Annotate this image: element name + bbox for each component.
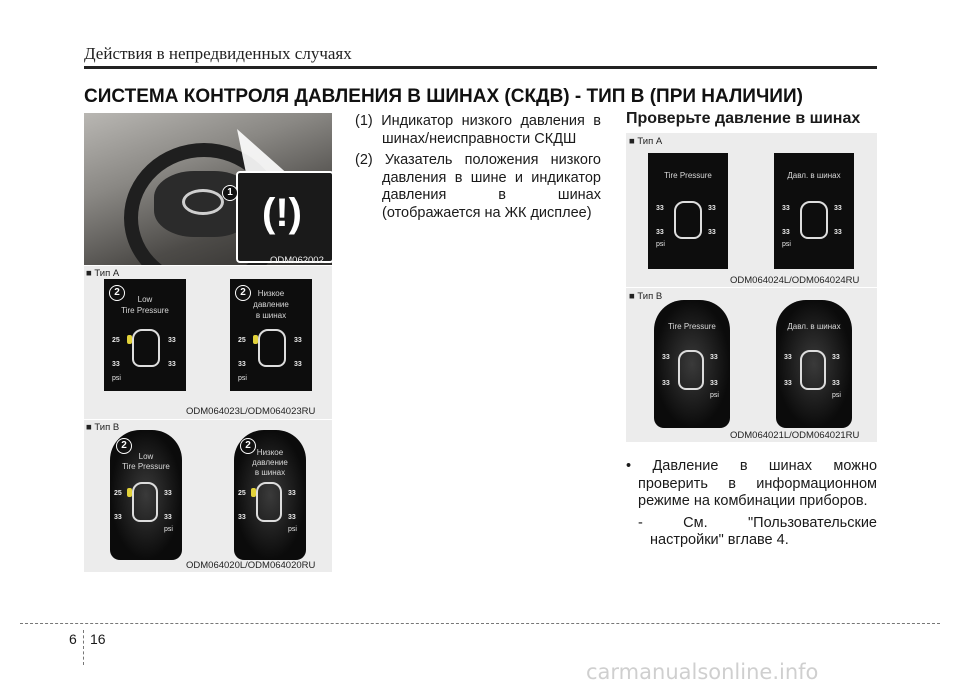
screen-text: Tire Pressure [121,306,169,315]
tyre-value: 33 [112,361,120,368]
callout-badge-2: 2 [240,438,256,454]
car-icon [678,350,704,390]
tyre-value: 33 [834,229,842,236]
tyre-value: 33 [288,514,296,521]
tyre-warning-icon [253,335,258,344]
tyre-warning-icon [251,488,256,497]
photo-code: ODM062002 [270,255,324,265]
screen-text: Tire Pressure [664,171,712,180]
car-icon [674,201,702,239]
right-type-b-code: ODM064021L/ODM064021RU [730,430,860,441]
car-icon [256,482,282,522]
bullet-item [626,458,877,511]
left-type-b-screen-ru [234,430,306,560]
tyre-warning-icon [127,488,132,497]
tyre-value: 33 [710,380,718,387]
left-type-b-screen-en [110,430,182,560]
callout-badge-2: 2 [116,438,132,454]
bullet-text: Давление в шинах можно проверить в информационном режиме на комбинации приборов. [638,458,878,509]
legend-num: (2) [355,152,373,168]
car-icon [132,482,158,522]
screen-text: Давл. в шинах [787,322,841,331]
tyre-value: 33 [662,354,670,361]
legend-item-1 [355,113,601,148]
tyre-value: 33 [710,354,718,361]
section-title: СИСТЕМА КОНТРОЛЯ ДАВЛЕНИЯ В ШИНАХ (СКДВ) - ТИП B (ПРИ НАЛИЧИИ) [84,86,803,107]
callout-badge-2: 2 [235,285,251,301]
car-icon [800,201,828,239]
car-icon [258,329,286,367]
right-type-b-screen-ru [776,300,852,428]
left-type-a-screen-en [104,279,186,391]
left-type-a-label: ■ Тип A [86,268,120,279]
reference-note: - См. "Пользовательские настройки" вглаве 4. [638,514,877,548]
tyre-value: 33 [784,354,792,361]
tyre-value: 33 [832,380,840,387]
car-icon [132,329,160,367]
left-type-b-code: ODM064020L/ODM064020RU [186,560,316,571]
tyre-value: 33 [294,361,302,368]
unit-label: psi [238,375,247,382]
left-type-b-label: ■ Тип B [86,422,120,433]
tyre-value: 33 [708,229,716,236]
left-type-a-code: ODM064023L/ODM064023RU [186,406,316,417]
screen-text: Low [138,452,154,461]
legend-item-2 [355,152,601,222]
unit-label: psi [832,392,841,399]
screen-text: Tire Pressure [668,322,716,331]
right-type-a-screen-ru [774,153,854,269]
legend-list [355,113,601,222]
tyre-value: 33 [238,514,246,521]
right-type-a-panel [626,133,877,287]
unit-label: psi [288,526,297,533]
tpms-indicator-closeup [236,171,332,263]
left-type-a-screen-ru [230,279,312,391]
unit-label: psi [164,526,173,533]
bullet-mark: • [626,458,632,474]
brand-logo [182,189,224,215]
tyre-value: 33 [164,490,172,497]
tyre-warning-icon [127,335,132,344]
tyre-value: 25 [238,337,246,344]
right-type-b-panel [626,288,877,442]
chapter-number: 6 [69,631,77,647]
screen-text: Tire Pressure [122,462,170,471]
right-type-a-screen-en [648,153,728,269]
tyre-value: 33 [168,337,176,344]
tyre-value: 33 [784,380,792,387]
tyre-value: 25 [114,490,122,497]
screen-text: Low [137,295,153,304]
right-body-text [626,458,877,550]
steering-wheel-photo [84,113,332,265]
screen-text: в шинах [255,311,287,320]
tyre-value: 33 [114,514,122,521]
unit-label: psi [710,392,719,399]
tyre-value: 33 [782,205,790,212]
tyre-value: 33 [168,361,176,368]
header-rule [84,66,877,69]
tyre-value: 33 [662,380,670,387]
right-type-a-label: ■ Тип A [629,136,663,147]
tyre-value: 33 [288,490,296,497]
right-type-b-screen-en [654,300,730,428]
tyre-value: 33 [656,229,664,236]
callout-badge-1: 1 [222,185,238,201]
unit-label: psi [782,241,791,248]
left-type-b-panel [84,420,332,572]
right-section-title: Проверьте давление в шинах [626,110,861,127]
legend-num: (1) [355,113,373,129]
watermark: carmanualsonline.info [586,660,819,684]
right-type-b-label: ■ Тип B [629,291,663,302]
right-type-a-code: ODM064024L/ODM064024RU [730,275,860,286]
screen-text: Низкое [256,448,284,457]
tyre-value: 33 [834,205,842,212]
tyre-value: 33 [708,205,716,212]
screen-text: давление [252,458,288,467]
tyre-value: 25 [238,490,246,497]
tyre-value: 33 [238,361,246,368]
page-number: 16 [90,631,106,647]
page-number-divider [83,630,84,665]
car-icon [800,350,826,390]
screen-text: Низкое [257,289,285,298]
callout-badge-2: 2 [109,285,125,301]
unit-label: psi [656,241,665,248]
legend-text: Указатель положения низкого давления в шине и индикатор давления в шинах (отображается на ЖК дисплее) [382,152,601,221]
legend-text: Индикатор низкого давления в шинах/неисправности СКДШ [381,113,601,147]
footer-divider [20,623,940,624]
unit-label: psi [112,375,121,382]
left-type-a-panel [84,266,332,419]
tyre-value: 33 [832,354,840,361]
tyre-value: 33 [782,229,790,236]
tyre-value: 33 [656,205,664,212]
tyre-value: 33 [294,337,302,344]
tyre-value: 33 [164,514,172,521]
screen-text: Давл. в шинах [787,171,841,180]
screen-text: давление [253,300,289,309]
tpms-warning-icon: (!) [262,191,302,235]
header-title: Действия в непредвиденных случаях [84,44,352,63]
screen-text: в шинах [254,468,286,477]
tyre-value: 25 [112,337,120,344]
